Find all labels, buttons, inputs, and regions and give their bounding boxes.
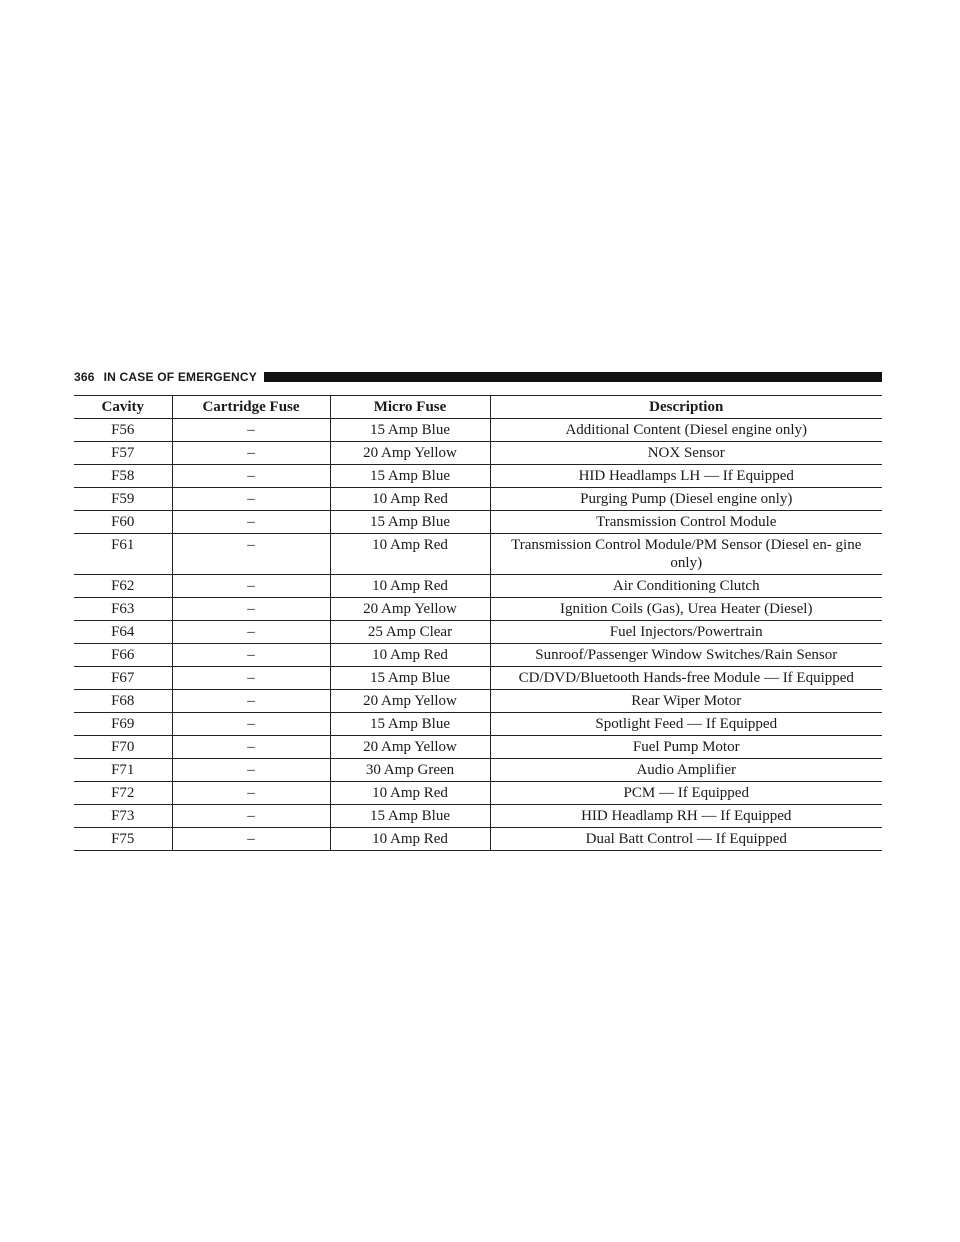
cavity-cell: F66	[74, 644, 172, 667]
description-cell: Spotlight Feed — If Equipped	[490, 713, 882, 736]
description-cell: Rear Wiper Motor	[490, 690, 882, 713]
micro-fuse-cell: 10 Amp Red	[330, 782, 490, 805]
cartridge-fuse-cell: –	[172, 598, 330, 621]
table-row	[74, 442, 882, 465]
description-cell: Sunroof/Passenger Window Switches/Rain Sensor	[490, 644, 882, 667]
micro-fuse-cell: 15 Amp Blue	[330, 511, 490, 534]
micro-fuse-cell: 20 Amp Yellow	[330, 736, 490, 759]
cavity-cell: F61	[74, 534, 172, 575]
column-header-cavity: Cavity	[74, 396, 172, 419]
table-row	[74, 828, 882, 851]
header-rule	[264, 372, 882, 382]
micro-fuse-cell: 15 Amp Blue	[330, 465, 490, 488]
table-row	[74, 621, 882, 644]
cartridge-fuse-cell: –	[172, 667, 330, 690]
cartridge-fuse-cell: –	[172, 511, 330, 534]
cartridge-fuse-cell: –	[172, 736, 330, 759]
micro-fuse-cell: 20 Amp Yellow	[330, 442, 490, 465]
micro-fuse-cell: 10 Amp Red	[330, 575, 490, 598]
cavity-cell: F62	[74, 575, 172, 598]
section-title: IN CASE OF EMERGENCY	[103, 370, 257, 384]
cartridge-fuse-cell: –	[172, 488, 330, 511]
table-row	[74, 759, 882, 782]
description-cell: Audio Amplifier	[490, 759, 882, 782]
micro-fuse-cell: 15 Amp Blue	[330, 419, 490, 442]
micro-fuse-cell: 20 Amp Yellow	[330, 690, 490, 713]
table-row	[74, 713, 882, 736]
cavity-cell: F63	[74, 598, 172, 621]
cavity-cell: F60	[74, 511, 172, 534]
description-cell: PCM — If Equipped	[490, 782, 882, 805]
cartridge-fuse-cell: –	[172, 713, 330, 736]
micro-fuse-cell: 30 Amp Green	[330, 759, 490, 782]
cavity-cell: F68	[74, 690, 172, 713]
description-cell: Purging Pump (Diesel engine only)	[490, 488, 882, 511]
table-row	[74, 511, 882, 534]
micro-fuse-cell: 15 Amp Blue	[330, 805, 490, 828]
fuse-table	[74, 395, 882, 851]
cartridge-fuse-cell: –	[172, 759, 330, 782]
micro-fuse-cell: 15 Amp Blue	[330, 667, 490, 690]
cartridge-fuse-cell: –	[172, 575, 330, 598]
table-row	[74, 805, 882, 828]
micro-fuse-cell: 25 Amp Clear	[330, 621, 490, 644]
description-cell: Ignition Coils (Gas), Urea Heater (Diesel)	[490, 598, 882, 621]
table-row	[74, 598, 882, 621]
table-row	[74, 782, 882, 805]
table-row	[74, 419, 882, 442]
table-row	[74, 575, 882, 598]
page-header	[74, 369, 882, 385]
cavity-cell: F64	[74, 621, 172, 644]
description-cell: Transmission Control Module	[490, 511, 882, 534]
cavity-cell: F67	[74, 667, 172, 690]
cartridge-fuse-cell: –	[172, 419, 330, 442]
description-cell: Air Conditioning Clutch	[490, 575, 882, 598]
column-header-cartridge-fuse: Cartridge Fuse	[172, 396, 330, 419]
fuse-table-body	[74, 419, 882, 851]
cartridge-fuse-cell: –	[172, 828, 330, 851]
cavity-cell: F59	[74, 488, 172, 511]
cartridge-fuse-cell: –	[172, 644, 330, 667]
column-header-micro-fuse: Micro Fuse	[330, 396, 490, 419]
table-row	[74, 690, 882, 713]
description-cell: Fuel Injectors/Powertrain	[490, 621, 882, 644]
description-cell: NOX Sensor	[490, 442, 882, 465]
micro-fuse-cell: 10 Amp Red	[330, 644, 490, 667]
cavity-cell: F72	[74, 782, 172, 805]
table-row	[74, 644, 882, 667]
description-cell: HID Headlamp RH — If Equipped	[490, 805, 882, 828]
cavity-cell: F70	[74, 736, 172, 759]
cavity-cell: F58	[74, 465, 172, 488]
cavity-cell: F75	[74, 828, 172, 851]
cartridge-fuse-cell: –	[172, 442, 330, 465]
cartridge-fuse-cell: –	[172, 782, 330, 805]
column-header-description: Description	[490, 396, 882, 419]
description-cell: CD/DVD/Bluetooth Hands-free Module — If Equipped	[490, 667, 882, 690]
table-row	[74, 736, 882, 759]
description-cell: Transmission Control Module/PM Sensor (Diesel en- gine only)	[490, 534, 882, 575]
micro-fuse-cell: 10 Amp Red	[330, 534, 490, 575]
cartridge-fuse-cell: –	[172, 805, 330, 828]
table-row	[74, 488, 882, 511]
cavity-cell: F57	[74, 442, 172, 465]
cartridge-fuse-cell: –	[172, 534, 330, 575]
cavity-cell: F56	[74, 419, 172, 442]
cartridge-fuse-cell: –	[172, 465, 330, 488]
cavity-cell: F73	[74, 805, 172, 828]
cartridge-fuse-cell: –	[172, 621, 330, 644]
table-row	[74, 667, 882, 690]
cavity-cell: F71	[74, 759, 172, 782]
cavity-cell: F69	[74, 713, 172, 736]
table-row	[74, 465, 882, 488]
description-cell: Dual Batt Control — If Equipped	[490, 828, 882, 851]
description-cell: Fuel Pump Motor	[490, 736, 882, 759]
cartridge-fuse-cell: –	[172, 690, 330, 713]
description-cell: HID Headlamps LH — If Equipped	[490, 465, 882, 488]
micro-fuse-cell: 20 Amp Yellow	[330, 598, 490, 621]
table-header-row	[74, 396, 882, 419]
micro-fuse-cell: 15 Amp Blue	[330, 713, 490, 736]
micro-fuse-cell: 10 Amp Red	[330, 488, 490, 511]
description-cell: Additional Content (Diesel engine only)	[490, 419, 882, 442]
table-row	[74, 534, 882, 575]
page-number: 366	[74, 370, 95, 384]
micro-fuse-cell: 10 Amp Red	[330, 828, 490, 851]
